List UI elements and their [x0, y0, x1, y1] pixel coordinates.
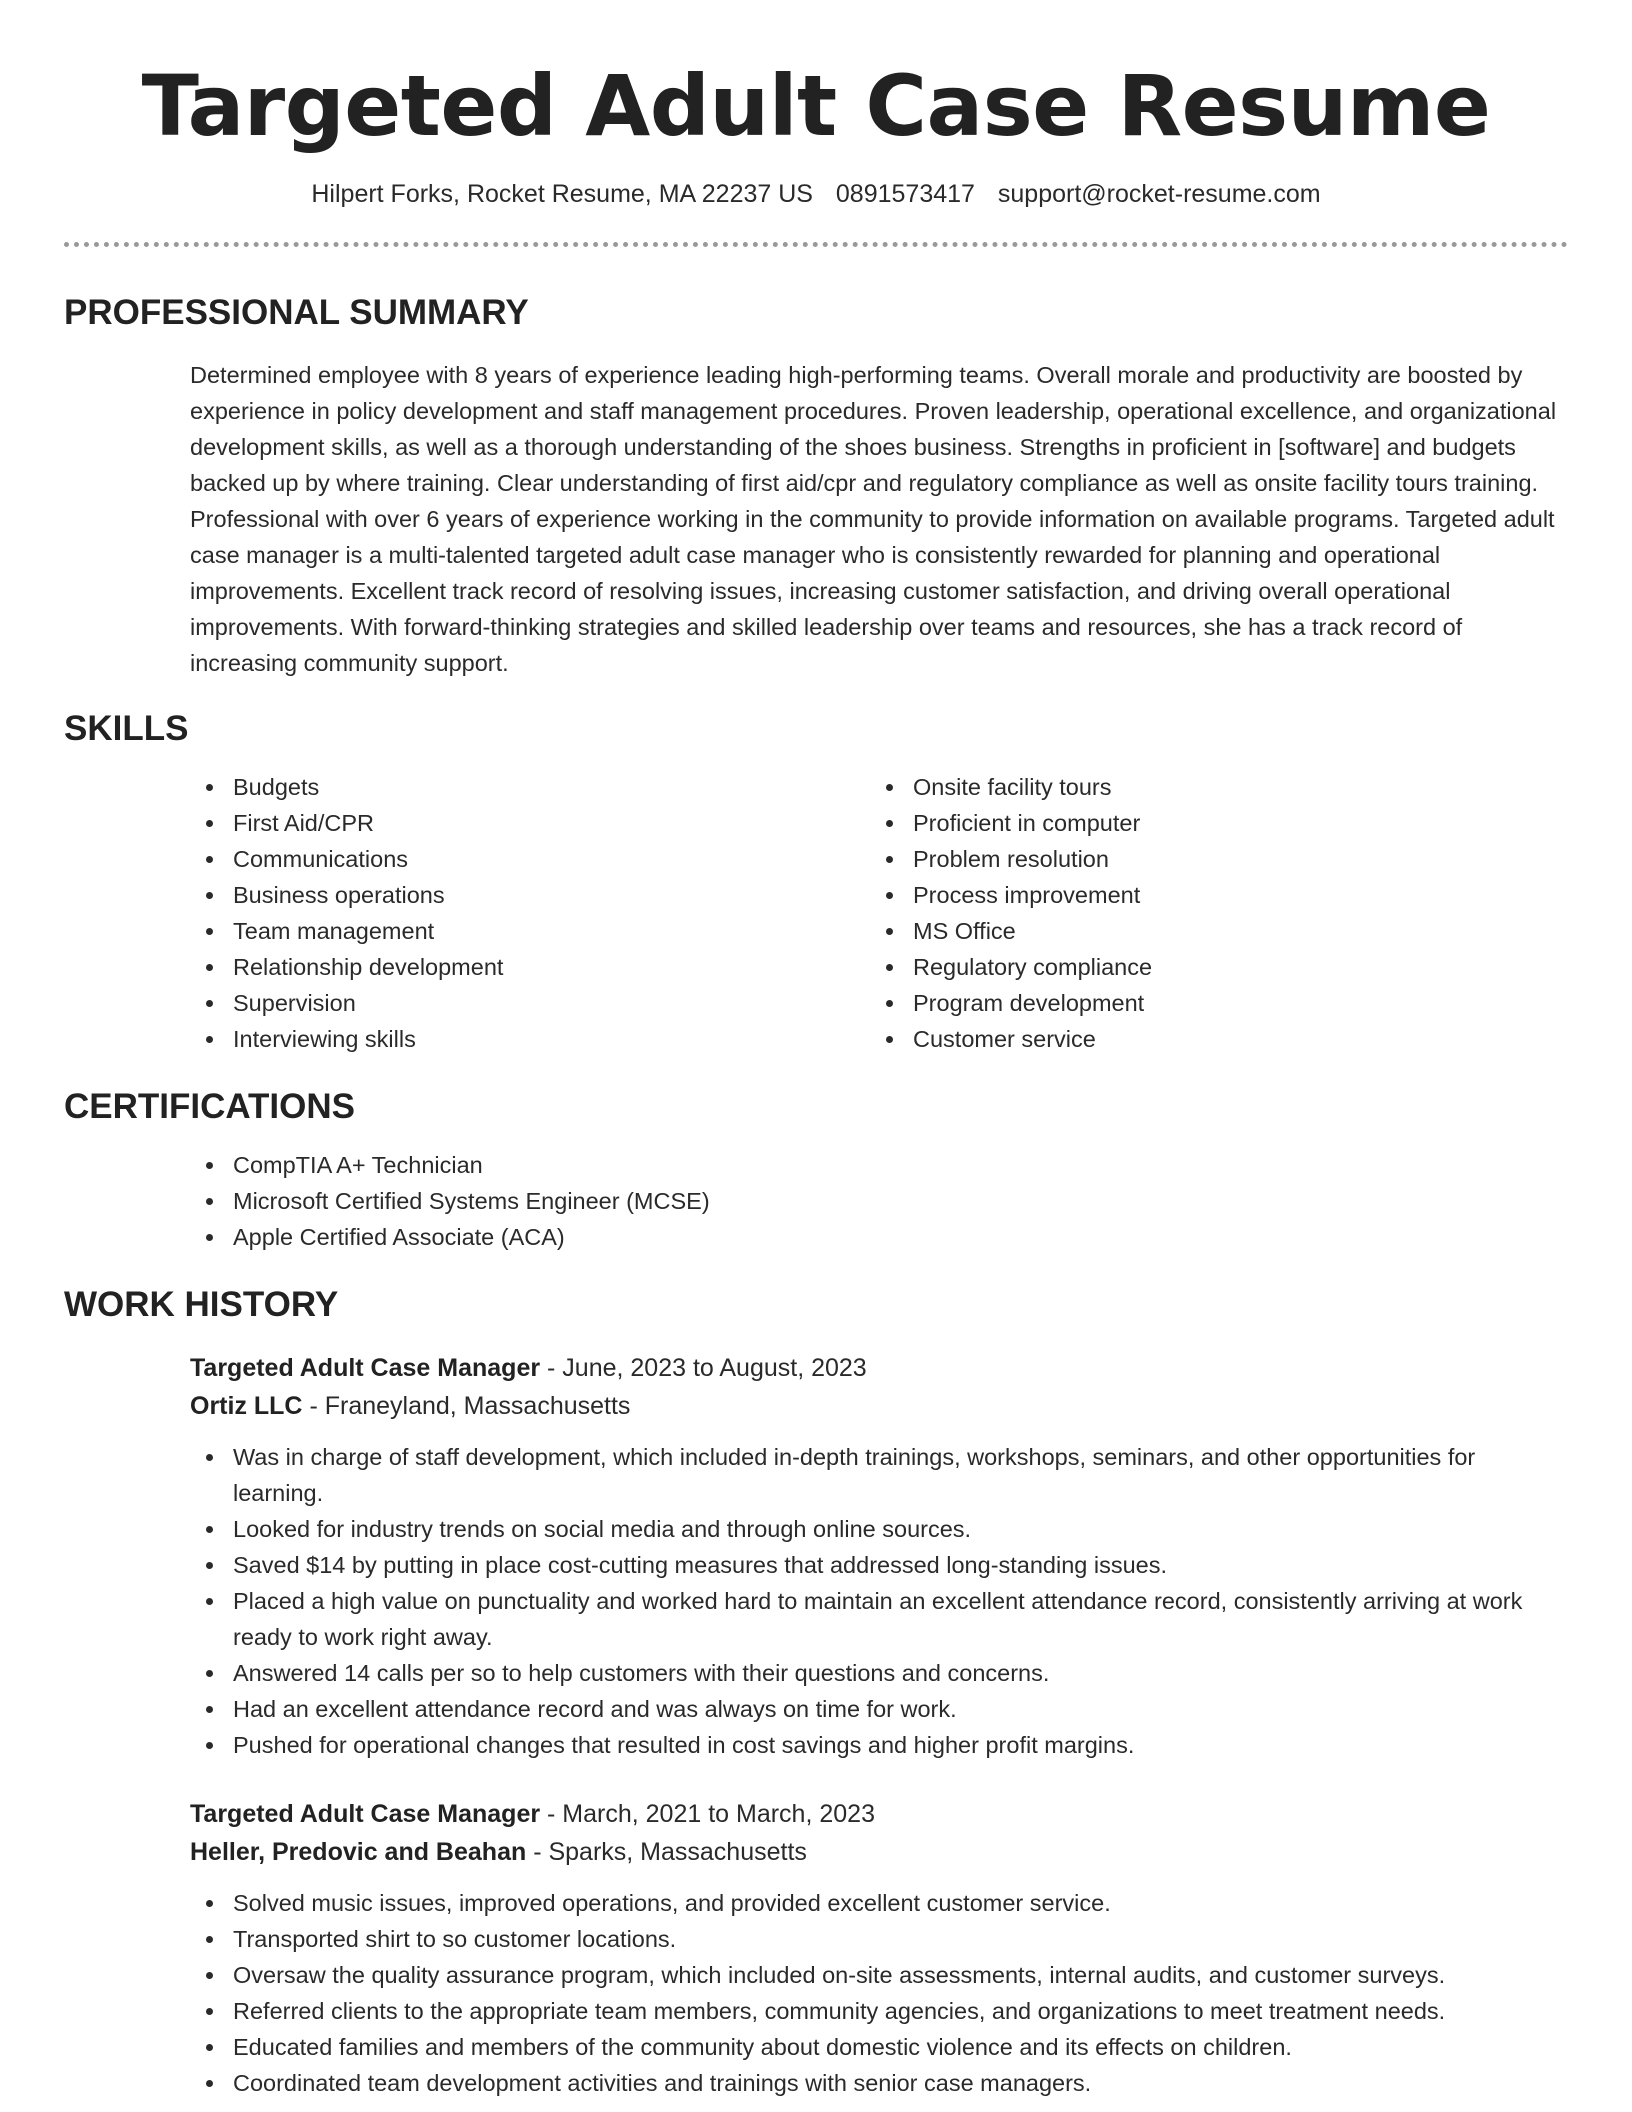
skill-item: Communications: [190, 841, 870, 877]
work-history-heading: WORK HISTORY: [64, 1285, 339, 1324]
job-bullet: Educated families and members of the community about domestic violence and its effects on children.: [190, 2029, 1568, 2065]
skill-item: Team management: [190, 913, 870, 949]
job-role: Targeted Adult Case Manager: [190, 1800, 541, 1828]
skill-item: MS Office: [870, 913, 1550, 949]
skill-item: Budgets: [190, 769, 870, 805]
job-bullet: Answered 14 calls per so to help customers with their questions and concerns.: [190, 1655, 1568, 1691]
skills-grid: [190, 769, 1568, 1057]
job-bullet: Referred clients to the appropriate team members, community agencies, and organizations to meet treatment needs.: [190, 1993, 1568, 2029]
summary-heading: PROFESSIONAL SUMMARY: [64, 293, 529, 332]
certifications-list: [190, 1147, 1568, 1255]
skill-item: Proficient in computer: [870, 805, 1550, 841]
job-bullet: Coordinated team development activities and trainings with senior case managers.: [190, 2065, 1568, 2101]
job-location: Sparks, Massachusetts: [548, 1838, 807, 1866]
job-entry: [190, 1795, 1568, 2101]
job-bullet: Had an excellent attendance record and was always on time for work.: [190, 1691, 1568, 1727]
summary-text: Determined employee with 8 years of experience leading high-performing teams. Overall morale and productivity are boosted by experience in policy development and staff management procedures. Proven leadership, operational excellence, and organizational development skills, as well as a thorough understanding of the shoes business. Strengths in proficient in [software] and budgets backed up by where training. Clear understanding of first aid/cpr and regulatory compliance as well as onsite facility tours training. Professional with over 6 years of experience working in the community to provide information on available programs. Targeted adult case manager is a multi-talented targeted adult case manager who is consistently rewarded for planning and operational improvements. Excellent track record of resolving issues, increasing customer satisfaction, and driving overall operational improvements. With forward-thinking strategies and skilled leadership over teams and resources, she has a track record of increasing community support.: [190, 362, 1557, 676]
certifications-heading: CERTIFICATIONS: [64, 1087, 356, 1126]
job-bullets: [190, 1885, 1568, 2101]
skill-item: Program development: [870, 985, 1550, 1021]
job-role: Targeted Adult Case Manager: [190, 1354, 541, 1382]
job-title-line: Targeted Adult Case Manager - June, 2023 to August, 2023: [190, 1354, 867, 1382]
skill-item: Business operations: [190, 877, 870, 913]
skill-item: First Aid/CPR: [190, 805, 870, 841]
contact-phone: 0891573417: [835, 180, 975, 208]
job-header: [190, 1795, 1568, 1871]
skill-item: Interviewing skills: [190, 1021, 870, 1057]
contact-email: support@rocket-resume.com: [997, 180, 1321, 208]
job-bullet: Was in charge of staff development, which included in-depth trainings, workshops, seminars, and other opportunities for learning.: [190, 1439, 1568, 1511]
skill-item: Customer service: [870, 1021, 1550, 1057]
job-bullet: Solved music issues, improved operations, and provided excellent customer service.: [190, 1885, 1568, 1921]
certification-item: CompTIA A+ Technician: [190, 1147, 1568, 1183]
skill-item: Onsite facility tours: [870, 769, 1550, 805]
work-history-section: [0, 1283, 1632, 2101]
job-company: Heller, Predovic and Beahan: [190, 1838, 527, 1866]
certification-item: Microsoft Certified Systems Engineer (MCSE): [190, 1183, 1568, 1219]
resume-name: Targeted Adult Case Resume: [141, 57, 1491, 155]
job-dates: March, 2021 to March, 2023: [562, 1800, 875, 1828]
job-title-line: Targeted Adult Case Manager - March, 2021 to March, 2023: [190, 1800, 875, 1828]
job-company-line: Ortiz LLC - Franeyland, Massachusetts: [190, 1392, 631, 1420]
job-company-line: Heller, Predovic and Beahan - Sparks, Massachusetts: [190, 1838, 807, 1866]
job-bullets: [190, 1439, 1568, 1763]
job-bullet: Transported shirt to so customer locations.: [190, 1921, 1568, 1957]
certifications-section: [0, 1085, 1632, 1255]
certification-item: Apple Certified Associate (ACA): [190, 1219, 1568, 1255]
skills-column-right: [870, 769, 1550, 1057]
job-header: [190, 1349, 1568, 1425]
job-bullet: Saved $14 by putting in place cost-cutting measures that addressed long-standing issues.: [190, 1547, 1568, 1583]
skill-item: Supervision: [190, 985, 870, 1021]
skill-item: Regulatory compliance: [870, 949, 1550, 985]
skills-column-left: [190, 769, 870, 1057]
skills-section: [0, 707, 1632, 1057]
header-divider: [64, 242, 1568, 247]
skill-item: Process improvement: [870, 877, 1550, 913]
job-bullet: Looked for industry trends on social media and through online sources.: [190, 1511, 1568, 1547]
skills-heading: SKILLS: [64, 709, 189, 748]
contact-address: Hilpert Forks, Rocket Resume, MA 22237 US: [311, 180, 813, 208]
job-entry: [190, 1349, 1568, 1763]
skill-item: Relationship development: [190, 949, 870, 985]
contact-line: [0, 178, 1632, 210]
job-bullet: Placed a high value on punctuality and worked hard to maintain an excellent attendance record, consistently arriving at work ready to work right away.: [190, 1583, 1568, 1655]
job-location: Franeyland, Massachusetts: [324, 1392, 631, 1420]
job-dates: June, 2023 to August, 2023: [562, 1354, 867, 1382]
summary-section: [0, 291, 1632, 681]
job-bullet: Pushed for operational changes that resulted in cost savings and higher profit margins.: [190, 1727, 1568, 1763]
skill-item: Problem resolution: [870, 841, 1550, 877]
job-bullet: Oversaw the quality assurance program, which included on-site assessments, internal audits, and customer surveys.: [190, 1957, 1568, 1993]
job-company: Ortiz LLC: [190, 1392, 303, 1420]
